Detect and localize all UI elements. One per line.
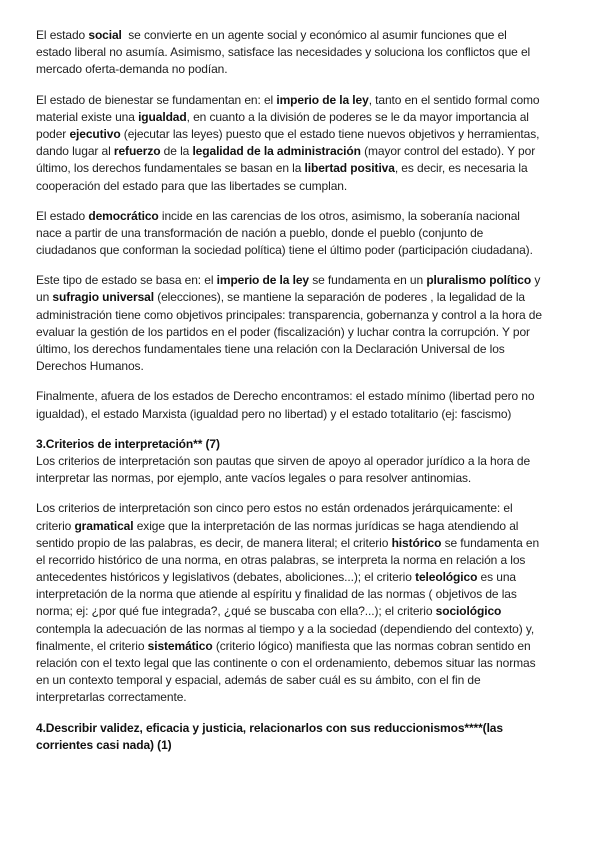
- text-line: [36, 621, 576, 638]
- text-line: [36, 436, 576, 453]
- text-line: [36, 638, 576, 655]
- text-run: administración tiene como objetivos principales: transparencia, gobernanza y control a la hora de: [36, 307, 542, 322]
- paragraph: [36, 92, 576, 195]
- text-line: [36, 569, 576, 586]
- text-run: es una: [477, 570, 516, 585]
- bold-text: 4.Describir validez, eficacia y justicia, relacionarlos con sus reduccionismos****(las: [36, 720, 503, 735]
- text-line: [36, 92, 576, 109]
- section-with-heading: [36, 436, 576, 488]
- text-run: antecedentes históricos y legislativos (debates, aboliciones...); el criterio: [36, 570, 416, 585]
- text-line: [36, 289, 576, 306]
- text-line: [36, 160, 576, 177]
- text-run: , es decir, es necesaria la: [394, 161, 528, 176]
- text-run: (ejecutar las leyes) puesto que el estado tiene nuevos objetivos y herramientas,: [120, 126, 540, 141]
- text-run: en un contexto temporal y espacial, además de saber cuál es su ámbito, con el fin de: [36, 673, 481, 688]
- text-run: Los criterios de interpretación son cinco pero estos no están ordenados jerárquicamente: el: [36, 501, 513, 516]
- text-line: [36, 586, 576, 603]
- section-heading: [36, 720, 576, 754]
- text-line: [36, 109, 576, 126]
- bold-text: sistemático: [147, 638, 213, 653]
- text-run: criterio: [36, 518, 75, 533]
- text-line: [36, 242, 576, 259]
- bold-text: gramatical: [74, 518, 134, 533]
- paragraph: [36, 388, 576, 422]
- text-run: material existe una: [36, 109, 139, 124]
- text-run: interpretar las normas, por ejemplo, ante vacíos legales o para resolver antinomias.: [36, 471, 472, 486]
- text-run: nace a partir de una transformación de nación a pueblo, donde el pueblo (conjunto de: [36, 225, 484, 240]
- text-run: (elecciones), se mantiene la separación de poderes , la legalidad de la: [153, 290, 526, 305]
- text-line: [36, 324, 576, 341]
- text-line: [36, 208, 576, 225]
- paragraph: [36, 272, 576, 375]
- text-run: El estado: [36, 28, 89, 42]
- text-run: y: [531, 273, 541, 288]
- text-run: El estado de bienestar se fundamentan en: el: [36, 92, 277, 107]
- text-line: [36, 272, 576, 289]
- text-run: un: [36, 290, 53, 305]
- text-run: Este tipo de estado se basa en: el: [36, 273, 217, 288]
- text-line: [36, 307, 576, 324]
- text-line: [36, 655, 576, 672]
- text-line: [36, 225, 576, 242]
- text-run: dando lugar al: [36, 144, 114, 159]
- text-line: [36, 358, 576, 375]
- bold-text: libertad positiva: [304, 161, 395, 176]
- bold-text: democrático: [88, 208, 159, 223]
- text-line: [36, 126, 576, 143]
- text-run: (mayor control del estado). Y por: [360, 144, 536, 159]
- text-line: [36, 406, 576, 423]
- bold-text: ejecutivo: [69, 126, 121, 141]
- text-line: [36, 603, 576, 620]
- text-run: finalmente, el criterio: [36, 638, 148, 653]
- document-page: [36, 27, 576, 767]
- text-run: se convierte en un agente social y económico al asumir funciones que el: [121, 28, 507, 42]
- bold-text: histórico: [391, 535, 442, 550]
- text-run: incide en las carencias de los otros, asimismo, la soberanía nacional: [158, 208, 520, 223]
- text-line: [36, 518, 576, 535]
- text-line: [36, 737, 576, 754]
- text-run: Finalmente, afuera de los estados de Derecho encontramos: el estado mínimo (libertad pero no: [36, 389, 535, 404]
- bold-text: social: [88, 28, 122, 42]
- bold-text: sufragio universal: [52, 290, 154, 305]
- text-run: se fundamenta en un: [308, 273, 427, 288]
- text-run: relación con el texto legal que las continente o con el ordenamiento, debemos situar las normas: [36, 656, 536, 670]
- text-run: , tanto en el sentido formal como: [368, 92, 540, 107]
- text-line: [36, 27, 576, 44]
- text-run: poder: [36, 126, 70, 141]
- bold-text: sociológico: [435, 604, 502, 619]
- text-line: [36, 178, 576, 195]
- text-run: estado liberal no asumía. Asimismo, satisface las necesidades y soluciona los conflictos que el: [36, 45, 531, 60]
- text-run: Los criterios de interpretación son pautas que sirven de apoyo al operador jurídico a la hora de: [36, 453, 531, 468]
- text-line: [36, 535, 576, 552]
- text-run: sentido propio de las palabras, es decir, de manera literal; el criterio: [36, 535, 392, 550]
- text-line: [36, 470, 576, 487]
- text-run: norma; ej: ¿por qué fue integrada?, ¿qué se buscaba con ella?...); el criterio: [36, 604, 436, 619]
- text-line: [36, 552, 576, 569]
- text-run: contempla la adecuación de las normas al tiempo y a la sociedad (dependiendo del contexto) y,: [36, 621, 535, 636]
- text-run: el recorrido histórico de una norma, en otras palabras, se interpreta la norma en relación a los: [36, 552, 526, 567]
- bold-text: teleológico: [415, 570, 478, 585]
- bold-text: refuerzo: [113, 144, 161, 159]
- text-line: [36, 500, 576, 517]
- text-run: El estado: [36, 208, 89, 223]
- text-line: [36, 61, 576, 78]
- text-run: exige que la interpretación de las normas jurídicas se haga atendiendo al: [133, 518, 519, 533]
- bold-text: pluralismo político: [426, 273, 532, 288]
- bold-text: legalidad de la administración: [192, 144, 361, 159]
- paragraph: [36, 208, 576, 260]
- paragraph: [36, 27, 576, 79]
- bold-text: imperio de la ley: [276, 92, 369, 107]
- bold-text: corrientes casi nada) (1): [36, 737, 172, 752]
- text-run: de la: [160, 144, 193, 159]
- text-run: último, los derechos fundamentales se basan en la: [36, 161, 305, 176]
- text-run: Derechos Humanos.: [36, 359, 144, 374]
- text-line: [36, 672, 576, 689]
- text-run: cooperación del estado para que las libertades se cumplan.: [36, 178, 348, 193]
- text-run: mercado oferta-demanda no podían.: [36, 62, 228, 77]
- text-line: [36, 143, 576, 160]
- text-run: interpretación de la norma que atiende al espíritu y finalidad de las normas ( objetivos de las: [36, 587, 517, 602]
- text-line: [36, 44, 576, 61]
- text-run: último, los derechos fundamentales tiene una relación con la Declaración Universal de los: [36, 342, 505, 356]
- text-run: ciudadanos que conforman la sociedad política) tiene el último poder (participación ciudadana).: [36, 243, 533, 258]
- text-run: (criterio lógico) manifiesta que las normas cobran sentido en: [212, 638, 531, 653]
- text-line: [36, 341, 576, 358]
- text-line: [36, 689, 576, 706]
- text-line: [36, 388, 576, 405]
- paragraph: [36, 500, 576, 706]
- text-line: [36, 720, 576, 737]
- text-run: se fundamenta en: [441, 535, 540, 550]
- text-run: evaluar la gestión de los partidos en el poder (fiscalización) y luchar contra la corrupción. Y por: [36, 324, 530, 339]
- text-run: interpretarlas correctamente.: [36, 690, 187, 705]
- bold-text: imperio de la ley: [216, 273, 309, 288]
- bold-text: 3.Criterios de interpretación** (7): [36, 436, 220, 451]
- bold-text: igualdad: [138, 109, 187, 124]
- text-run: , en cuanto a la división de poderes se le da mayor importancia al: [186, 109, 529, 124]
- text-line: [36, 453, 576, 470]
- text-run: igualdad), el estado Marxista (igualdad pero no libertad) y el estado totalitario (ej: fascismo): [36, 406, 512, 421]
